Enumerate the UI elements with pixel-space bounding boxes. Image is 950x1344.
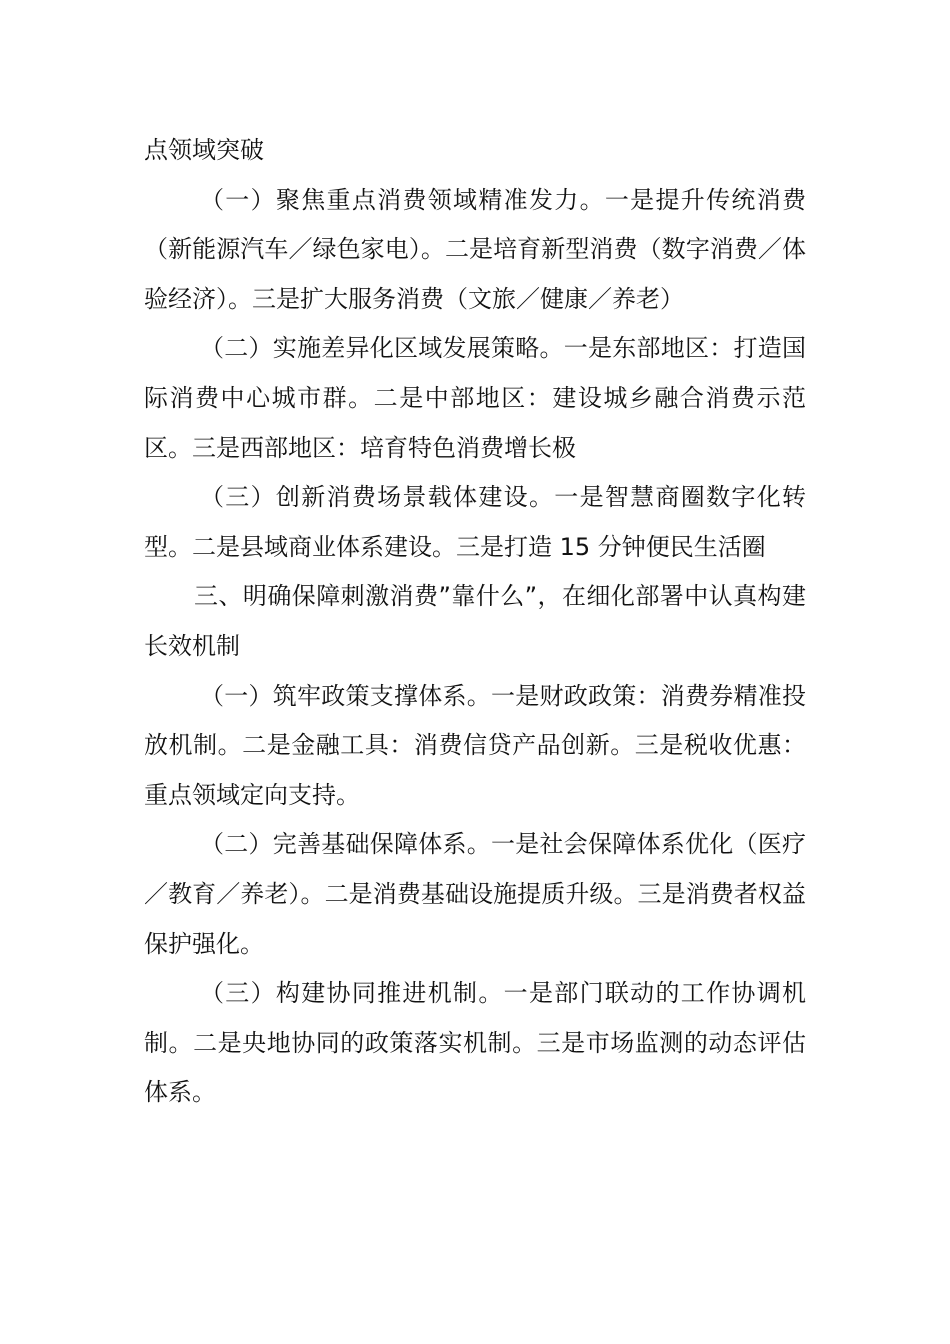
section-heading-three: 三、明确保障刺激消费”靠什么”，在细化部署中认真构建长效机制 [144, 582, 806, 660]
paragraph-continuation: 点领域突破 [144, 136, 264, 164]
paragraph-basic-guarantee: （二）完善基础保障体系。一是社会保障体系优化（医疗／教育／养老）。二是消费基础设施提质升级。三是消费者权益保护强化。 [144, 830, 806, 958]
paragraph-consumption-scenarios: （三）创新消费场景载体建设。一是智慧商圈数字化转型。二是县域商业体系建设。三是打造 15 分钟便民生活圈 [144, 483, 806, 561]
document-body [144, 126, 806, 1118]
paragraph-focus-consumption-fields: （一）聚焦重点消费领域精准发力。一是提升传统消费（新能源汽车／绿色家电）。二是培育新型消费（数字消费／体验经济）。三是扩大服务消费（文旅／健康／养老） [144, 185, 806, 313]
paragraph-regional-strategy: （二）实施差异化区域发展策略。一是东部地区：打造国际消费中心城市群。二是中部地区：建设城乡融合消费示范区。三是西部地区：培育特色消费增长极 [144, 334, 806, 462]
paragraph-coordination-mechanism: （三）构建协同推进机制。一是部门联动的工作协调机制。二是央地协同的政策落实机制。三是市场监测的动态评估体系。 [144, 979, 806, 1107]
paragraph-policy-support: （一）筑牢政策支撑体系。一是财政政策：消费券精准投放机制。二是金融工具：消费信贷产品创新。三是税收优惠：重点领域定向支持。 [144, 681, 806, 809]
